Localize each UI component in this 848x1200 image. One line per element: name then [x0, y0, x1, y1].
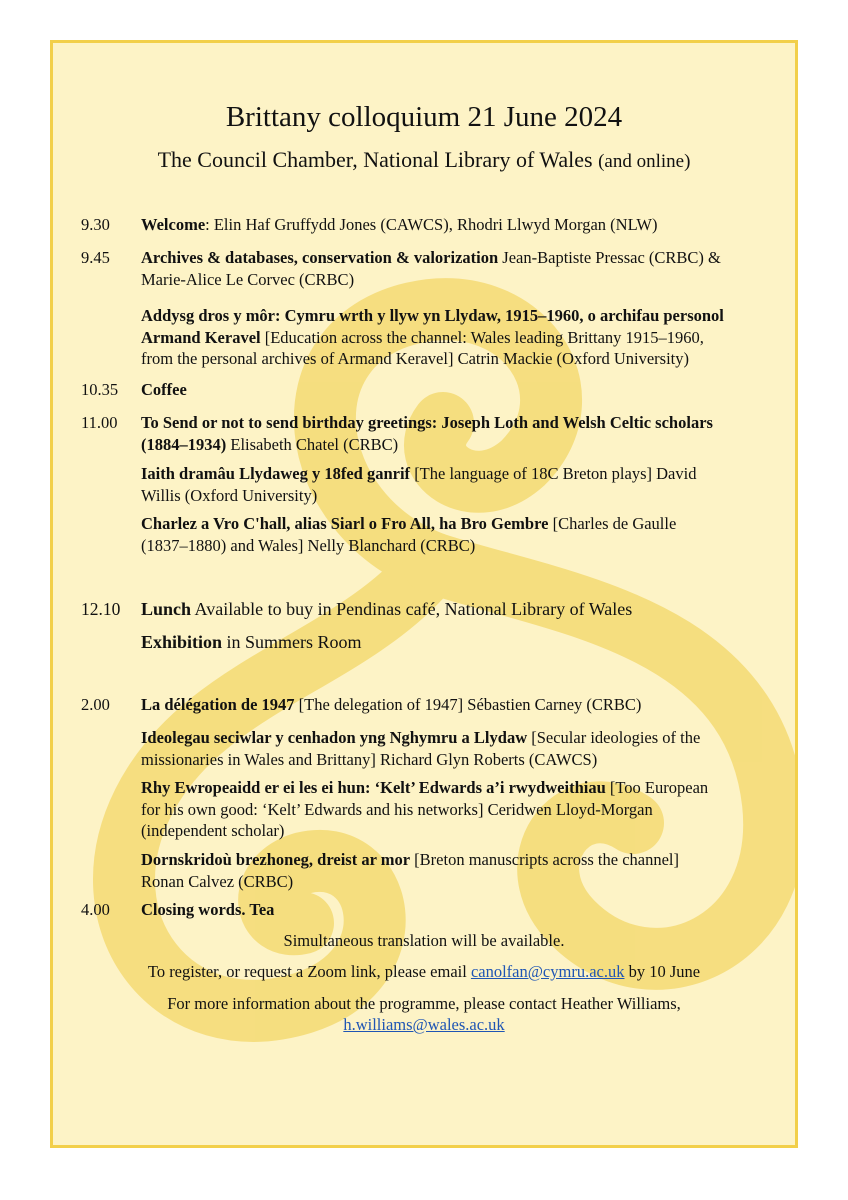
session-ideolegau-translation: [Secular ideologies of the: [527, 728, 701, 747]
info-note: For more information about the programme, please contact Heather Williams,: [167, 994, 681, 1013]
session-iaith-speaker: Willis (Oxford University): [141, 485, 318, 505]
info-email-link[interactable]: h.williams@wales.ac.uk: [343, 1015, 505, 1034]
time-welcome: 9.30: [81, 215, 110, 234]
session-ideolegau: [141, 727, 761, 770]
session-archives-speakers: Jean-Baptiste Pressac (CRBC) &: [498, 248, 721, 267]
session-addysg: [141, 305, 761, 370]
info-email-line: [53, 1014, 795, 1036]
venue-online-note: (and online): [598, 151, 691, 172]
session-loth-speaker: Elisabeth Chatel (CRBC): [226, 434, 399, 454]
session-delegation-title: La délégation de 1947: [141, 695, 295, 714]
session-ideolegau-title: Ideolegau seciwlar y cenhadon yng Nghymru a Llydaw: [141, 728, 528, 747]
time-coffee: 10.35: [81, 380, 119, 399]
session-iaith-title: Iaith dramâu Llydaweg y 18fed ganrif: [141, 464, 411, 483]
time-loth: 11.00: [81, 413, 118, 432]
register-text: To register, or request a Zoom link, please email: [147, 962, 471, 981]
session-exhibition-title: Exhibition: [141, 632, 223, 652]
session-archives: [141, 247, 761, 290]
session-loth: [141, 412, 761, 455]
session-dorn-translation: [Breton manuscripts across the channel]: [410, 850, 680, 869]
translation-note: Simultaneous translation will be available.: [283, 931, 565, 950]
venue-name: The Council Chamber, National Library of Wales: [157, 147, 593, 172]
session-iaith-translation: [The language of 18C Breton plays] David: [410, 464, 697, 483]
session-welcome-speakers: : Elin Haf Gruffydd Jones (CAWCS), Rhodri Llwyd Morgan (NLW): [205, 215, 658, 234]
session-ideolegau-speaker: missionaries in Wales and Brittany] Richard Glyn Roberts (CAWCS): [141, 749, 598, 769]
session-coffee: [141, 379, 761, 401]
session-closing: [141, 899, 761, 921]
session-closing-title: Closing words. Tea: [141, 900, 275, 919]
session-addysg-title-2: Armand Keravel: [141, 327, 261, 347]
session-charlez-translation: [Charles de Gaulle: [548, 514, 677, 533]
session-addysg-translation: [Education across the channel: Wales leading Brittany 1915–1960,: [260, 327, 704, 347]
session-rhy-translation: [Too European: [605, 778, 709, 797]
time-delegation: 2.00: [81, 695, 110, 714]
session-welcome: [141, 214, 761, 236]
session-delegation: [141, 694, 761, 716]
programme-frame: [50, 40, 798, 1148]
session-dorn-title: Dornskridoù brezhoneg, dreist ar mor: [141, 850, 411, 869]
session-coffee-title: Coffee: [141, 380, 187, 399]
session-charlez: [141, 513, 761, 556]
session-loth-title-2: (1884–1934): [141, 434, 227, 454]
session-exhibition-details: in Summers Room: [222, 632, 362, 652]
session-dorn: [141, 849, 761, 892]
session-lunch-title: Lunch: [141, 599, 192, 619]
session-addysg-title: Addysg dros y môr: Cymru wrth y llyw yn Llydaw, 1915–1960, o archifau personol: [141, 306, 724, 325]
time-archives: 9.45: [81, 248, 110, 267]
time-closing: 4.00: [81, 900, 110, 919]
session-rhy-title: Rhy Ewropeaidd er ei les ei hun: ‘Kelt’ Edwards a’i rwydweithiau: [141, 778, 606, 797]
session-dorn-speaker: Ronan Calvez (CRBC): [141, 871, 294, 891]
session-rhy-speaker: (independent scholar): [141, 821, 285, 840]
session-archives-title: Archives & databases, conservation & valorization: [141, 248, 499, 267]
session-iaith: [141, 463, 761, 506]
time-lunch: 12.10: [81, 599, 121, 619]
page-title: Brittany colloquium 21 June 2024: [225, 101, 623, 133]
session-archives-speakers-2: Marie-Alice Le Corvec (CRBC): [141, 269, 355, 289]
session-exhibition: [141, 630, 761, 654]
register-deadline: by 10 June: [624, 962, 701, 981]
venue-subtitle: [53, 147, 795, 173]
session-lunch-details: Available to buy in Pendinas café, National Library of Wales: [191, 599, 633, 619]
session-delegation-speaker: [The delegation of 1947] Sébastien Carney (CRBC): [294, 695, 642, 714]
session-loth-title: To Send or not to send birthday greetings: Joseph Loth and Welsh Celtic scholars: [141, 413, 713, 432]
register-email-link[interactable]: canolfan@cymru.ac.uk: [470, 962, 625, 981]
session-rhy-translation-2: for his own good: ‘Kelt’ Edwards and his networks] Ceridwen Lloyd-Morgan: [141, 799, 653, 819]
session-rhy: [141, 777, 761, 842]
register-note: [53, 961, 795, 983]
session-addysg-speaker: from the personal archives of Armand Keravel] Catrin Mackie (Oxford University): [141, 349, 689, 368]
session-welcome-title: Welcome: [141, 215, 206, 234]
session-charlez-speaker: (1837–1880) and Wales] Nelly Blanchard (CRBC): [141, 535, 476, 555]
session-lunch: [141, 597, 761, 621]
session-charlez-title: Charlez a Vro C'hall, alias Siarl o Fro All, ha Bro Gembre: [141, 514, 549, 533]
